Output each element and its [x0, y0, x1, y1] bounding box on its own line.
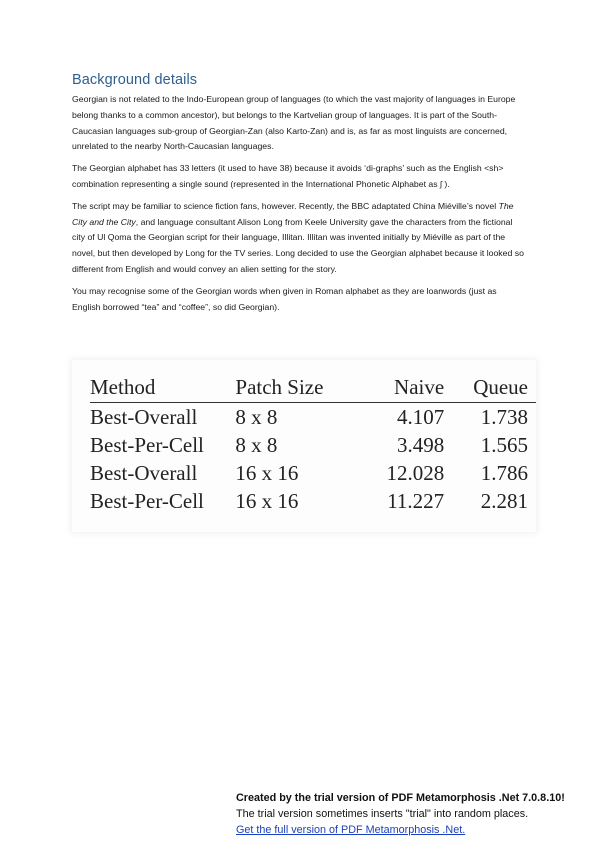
paragraph-1: Georgian is not related to the Indo-European group of languages (to which the vast majority of languages in Europe belong thanks to a common ancestor), but belongs to the Kartvelian group of languages. It is part of the South-Caucasian languages sub-group of Georgian-Zan (also Karto-Zan) and is, as far as most linguists are concerned, unrelated to the nearby North-Caucasian languages.	[72, 94, 516, 152]
cell-naive: 11.227	[387, 488, 445, 513]
cell-patch-size: 16 x 16	[235, 460, 299, 485]
header-method: Method	[90, 372, 235, 403]
cell-queue: 2.281	[480, 488, 528, 513]
paragraph-3-text-b: , and language consultant Alison Long from Keele University gave the characters from the fictional city of Ul Qoma the Georgian script for their language, Illitan. Illitan was invented initially by Miéville as part of the novel, but then developed by Long for the TV series. Long decided to use the Georgian alphabet because it looked so different from English and would convey an alien setting for the story.	[72, 216, 524, 274]
cell-patch-size: 8 x 8	[235, 404, 278, 429]
trial-footer	[236, 790, 576, 838]
section-heading: Background details	[72, 72, 198, 88]
header-queue: Queue	[444, 372, 536, 403]
cell-naive: 3.498	[396, 432, 445, 457]
results-table	[90, 372, 536, 515]
cell-naive: 12.028	[386, 460, 445, 485]
cell-naive: 4.107	[396, 404, 445, 429]
book-title: The City and the City	[72, 200, 514, 227]
document-body	[72, 72, 524, 321]
cell-method: Best-Per-Cell	[90, 432, 204, 457]
trial-notice-text: The trial version sometimes inserts "trial" into random places.	[236, 808, 529, 820]
table-row	[90, 459, 536, 487]
cell-method: Best-Overall	[90, 404, 198, 429]
header-patch-size: Patch Size	[235, 372, 358, 403]
cell-patch-size: 16 x 16	[235, 488, 299, 513]
results-table-image	[72, 360, 536, 532]
cell-queue: 1.786	[480, 460, 528, 485]
cell-queue: 1.565	[480, 432, 528, 457]
header-naive: Naive	[358, 372, 444, 403]
cell-method: Best-Overall	[90, 460, 198, 485]
table-header-row	[90, 372, 536, 403]
trial-notice-title: Created by the trial version of PDF Metamorphosis .Net 7.0.8.10!	[236, 792, 565, 804]
cell-queue: 1.738	[480, 404, 528, 429]
paragraph-4: You may recognise some of the Georgian words when given in Roman alphabet as they are loanwords (just as English borrowed “tea” and “coffee”, so did Georgian).	[72, 285, 497, 312]
paragraph-3-text-a: The script may be familiar to science fiction fans, however. Recently, the BBC adaptated China Miéville’s novel	[72, 200, 499, 211]
cell-method: Best-Per-Cell	[90, 488, 204, 513]
cell-patch-size: 8 x 8	[235, 432, 278, 457]
paragraph-2: The Georgian alphabet has 33 letters (it used to have 38) because it avoids ‘di-graphs’ such as the English <sh> combination representing a single sound (represented in the International Phonetic Alphabet as ʃ ).	[72, 163, 504, 189]
full-version-link[interactable]: Get the full version of PDF Metamorphosis .Net.	[236, 824, 466, 836]
table-row	[90, 487, 536, 515]
paragraph-3	[72, 199, 524, 278]
table-row	[90, 403, 536, 432]
table-row	[90, 431, 536, 459]
